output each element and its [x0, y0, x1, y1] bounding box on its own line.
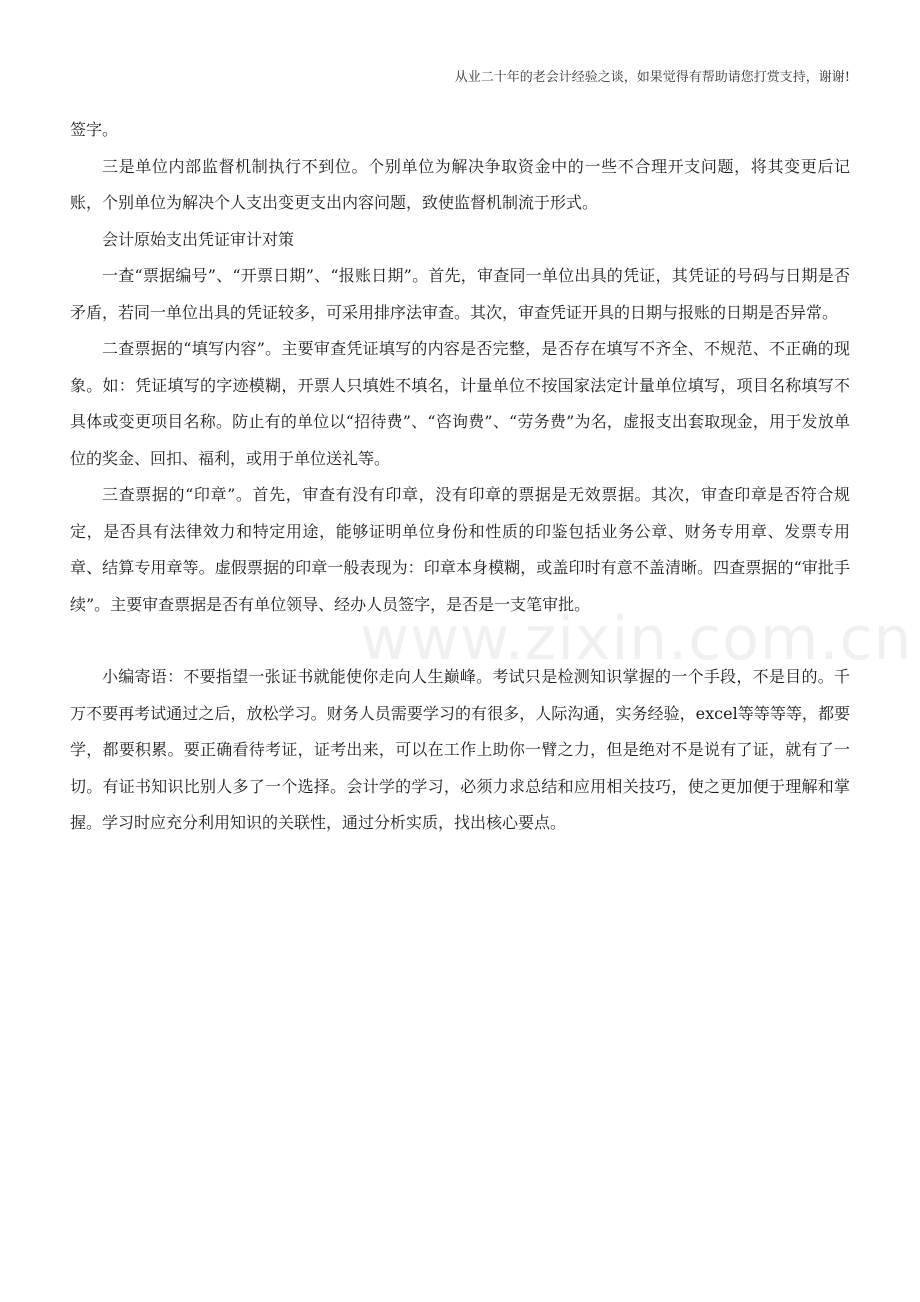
paragraph-check-three: 三查票据的“印章”。首先，审查有没有印章，没有印章的票据是无效票据。其次，审查印章是否符合规定，是否具有法律效力和特定用途，能够证明单位身份和性质的印鉴包括业务公章、财务专用章、发票专用章、结算专用章等。虚假票据的印章一般表现为：印章本身模糊，或盖印时有意不盖清晰。四查票据的“审批手续”。主要审查票据是否有单位领导、经办人员签字，是否是一支笔审批。: [70, 485, 850, 614]
header-note: 从业二十年的老会计经验之谈，如果觉得有帮助请您打赏支持，谢谢!: [454, 70, 850, 85]
section-heading: 会计原始支出凭证审计对策: [102, 229, 295, 249]
editor-note: 小编寄语：不要指望一张证书就能使你走向人生巅峰。考试只是检测知识掌握的一个手段，不是目的。千万不要再考试通过之后，放松学习。财务人员需要学习的有很多，人际沟通，实务经验，excel等等等等，都要学，都要积累。要正确看待考证，证考出来，可以在工作上助你一臂之力，但是绝对不是说有了证，就有了一切。有证书知识比别人多了一个选择。会计学的学习，必须力求总结和应用相关技巧，使之更加便于理解和掌握。学习时应充分利用知识的关联性，通过分析实质，找出核心要点。: [70, 667, 850, 832]
document-body: [70, 112, 850, 842]
paragraph-check-two: 二查票据的“填写内容”。主要审查凭证填写的内容是否完整，是否存在填写不齐全、不规范、不正确的现象。如：凭证填写的字迹模糊，开票人只填姓不填名，计量单位不按国家法定计量单位填写，项目名称填写不具体或变更项目名称。防止有的单位以“招待费”、“咨询费”、“劳务费”为名，虚报支出套取现金，用于发放单位的奖金、回扣、福利，或用于单位送礼等。: [70, 339, 850, 468]
watermark: www.zixin.com.cn: [360, 604, 913, 674]
paragraph-supervision: 三是单位内部监督机制执行不到位。个别单位为解决争取资金中的一些不合理开支问题，将其变更后记账，个别单位为解决个人支出变更支出内容问题，致使监督机制流于形式。: [70, 156, 850, 212]
paragraph-check-one: 一查“票据编号”、“开票日期”、“报账日期”。首先，审查同一单位出具的凭证，其凭证的号码与日期是否矛盾，若同一单位出具的凭证较多，可采用排序法审查。其次，审查凭证开具的日期与报账的日期是否异常。: [70, 266, 850, 322]
paragraph-continuation: 签字。: [70, 120, 119, 139]
paragraph-spacer: [70, 623, 850, 659]
